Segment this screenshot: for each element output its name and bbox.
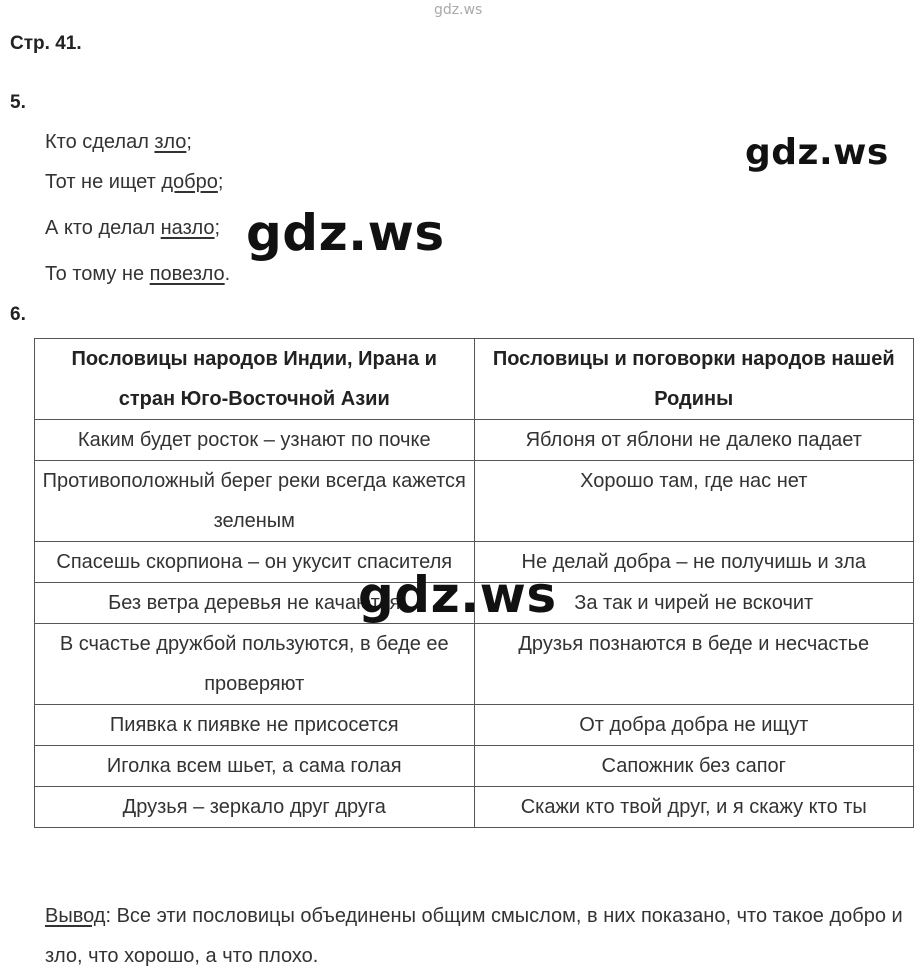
table-row	[35, 420, 914, 461]
table-row	[35, 746, 914, 787]
table-cell: Хорошо там, где нас нет	[474, 461, 914, 542]
table-cell: Противоположный берег реки всегда кажется зеленым	[35, 461, 475, 542]
watermark: gdz.ws	[358, 566, 557, 624]
conclusion	[45, 896, 905, 976]
poem-line	[45, 217, 220, 240]
table-header-row	[35, 339, 914, 420]
table-cell: Иголка всем шьет, а сама голая	[35, 746, 475, 787]
table-row	[35, 787, 914, 828]
poem-line	[45, 131, 192, 154]
table-cell: Спасешь скорпиона – он укусит спасителя	[35, 542, 475, 583]
table-cell: Скажи кто твой друг, и я скажу кто ты	[474, 787, 914, 828]
page-title: Стр. 41.	[10, 33, 82, 54]
watermark: gdz.ws	[745, 132, 889, 173]
poem-punct: ;	[217, 171, 224, 193]
poem-punct: ;	[186, 131, 192, 153]
poem-text: То тому не	[45, 263, 150, 285]
task-5-number: 5.	[10, 92, 26, 113]
table-cell: Друзья познаются в беде и несчастье	[474, 624, 914, 705]
poem-text: Кто сделал	[45, 131, 155, 153]
underlined-word: повезло	[149, 263, 225, 285]
underlined-word: зло	[154, 131, 187, 153]
underlined-word: назло	[160, 217, 215, 239]
table-cell: От добра добра не ищут	[474, 705, 914, 746]
conclusion-label: Вывод	[45, 905, 106, 927]
table-row	[35, 461, 914, 542]
table-cell: Друзья – зеркало друг друга	[35, 787, 475, 828]
conclusion-text: : Все эти пословицы объединены общим смыслом, в них показано, что такое добро и зло, что хорошо, а что плохо.	[45, 905, 903, 967]
column-header: Пословицы и поговорки народов нашей Родины	[474, 339, 914, 420]
table-cell: В счастье дружбой пользуются, в беде ее проверяют	[35, 624, 475, 705]
table-cell: Без ветра деревья не качаются	[35, 583, 475, 624]
table-cell: Яблоня от яблони не далеко падает	[474, 420, 914, 461]
table-cell: Каким будет росток – узнают по почке	[35, 420, 475, 461]
table-cell: Сапожник без сапог	[474, 746, 914, 787]
underlined-word: добро	[161, 171, 218, 193]
table-row	[35, 624, 914, 705]
column-header: Пословицы народов Индии, Ирана и стран Юго-Восточной Азии	[35, 339, 475, 420]
table-cell: Не делай добра – не получишь и зла	[474, 542, 914, 583]
watermark-top: gdz.ws	[434, 2, 483, 18]
poem-punct: .	[224, 263, 231, 285]
poem-text: А кто делал	[45, 217, 161, 239]
watermark: gdz.ws	[246, 204, 445, 262]
poem-line	[45, 171, 223, 194]
table-cell: Пиявка к пиявке не присосется	[35, 705, 475, 746]
task-6-number: 6.	[10, 304, 26, 325]
poem-punct: ;	[214, 217, 221, 239]
table-cell: За так и чирей не вскочит	[474, 583, 914, 624]
poem-line	[45, 263, 230, 286]
table-row	[35, 705, 914, 746]
poem-text: Тот не ищет	[45, 171, 162, 193]
